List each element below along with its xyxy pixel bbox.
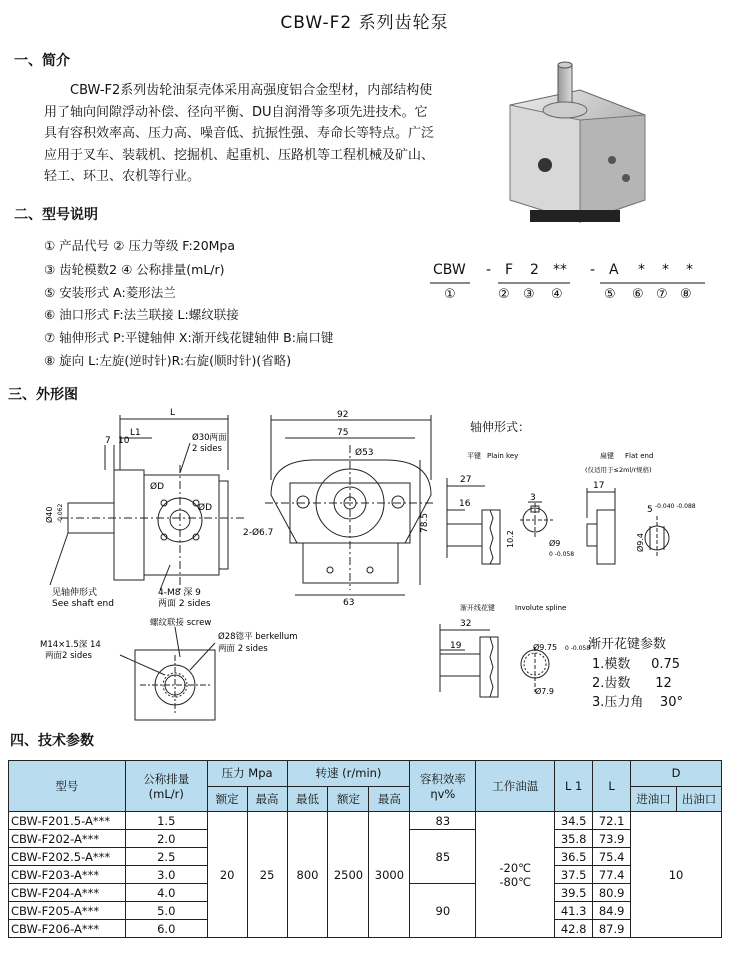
code-star: * — [638, 262, 645, 278]
dim-D2: ØD — [198, 503, 213, 513]
hdr-temp: 工作油温 — [476, 761, 555, 812]
dim-10: 10 — [118, 436, 130, 446]
dim-L: L — [170, 408, 176, 418]
spec-table — [8, 760, 722, 938]
thread-phi28: Ø28锪平 berkellum — [218, 632, 298, 642]
code-f: F — [505, 262, 514, 278]
dim-holes: 2-Ø6.7 — [243, 528, 274, 538]
dim-32: 32 — [460, 619, 472, 629]
cell-L1: 34.5 — [555, 812, 593, 830]
spline-param: 3.压力角 30° — [592, 695, 683, 710]
hdr-disp-unit: (mL/r) — [148, 787, 184, 801]
cell-model: CBW-F204-A*** — [9, 884, 126, 902]
cell-speed-max: 3000 — [369, 812, 410, 938]
thread-m14: M14×1.5深 14 — [40, 640, 101, 650]
m8-label: 4-M8 深 9 — [158, 588, 201, 598]
spline-drawing — [435, 602, 595, 712]
side-view-drawing — [40, 405, 255, 615]
model-option: ⑦ 轴伸形式 P:平键轴伸 X:渐开线花键轴伸 B:扁口键 — [44, 330, 334, 345]
intro-heading: 一、简介 — [14, 53, 70, 69]
cell-model: CBW-F203-A*** — [9, 866, 126, 884]
dim-sides: 2 sides — [192, 444, 222, 454]
cell-disp: 2.5 — [125, 848, 207, 866]
cell-disp: 4.0 — [125, 884, 207, 902]
dim-10-2: 10.2 — [506, 530, 515, 548]
dim-phi40: Ø40 — [45, 506, 54, 523]
hdr-inlet: 进油口 — [631, 786, 677, 812]
cell-model: CBW-F202.5-A*** — [9, 848, 126, 866]
dim-phi79: Ø7.9 — [535, 687, 555, 696]
hdr-L: L — [593, 761, 631, 812]
cell-pressure-max: 25 — [247, 812, 287, 938]
cell-speed-min: 800 — [287, 812, 328, 938]
shaft-cn: 见轴伸形式 — [52, 588, 98, 598]
hdr-L1: L 1 — [555, 761, 593, 812]
flat-key-drawing — [435, 448, 600, 598]
model-option: ⑤ 安装形式 A:菱形法兰 — [44, 285, 176, 300]
hdr-disp-label: 公称排量 — [143, 772, 190, 786]
hdr-eff-label: 容积效率 — [419, 772, 466, 786]
cell-temp-high: -80℃ — [499, 874, 532, 889]
dim-5-tol: -0.040 -0.088 — [655, 503, 696, 510]
spline-param: 2.齿数 12 — [592, 676, 672, 691]
hdr-outlet: 出油口 — [677, 786, 722, 812]
cell-L: 72.1 — [593, 812, 631, 830]
hdr-pressure: 压力 Mpa — [207, 761, 287, 787]
front-view-drawing — [243, 405, 445, 608]
hdr-eff-unit: ηv% — [430, 787, 456, 801]
cell-disp: 1.5 — [125, 812, 207, 830]
spline-params-title: 渐开花键参数 — [588, 637, 667, 652]
cell-L: 77.4 — [593, 866, 631, 884]
dim-phi975: Ø9.75 — [533, 643, 558, 652]
cell-L1: 35.8 — [555, 830, 593, 848]
dim-27: 27 — [460, 475, 472, 485]
dim-phi94: Ø9.4 — [636, 532, 645, 552]
code-cbw: CBW — [433, 262, 466, 278]
model-option: ① 产品代号 ② 压力等级 F:20Mpa — [44, 238, 236, 253]
thread-m14-sides: 两面2 sides — [45, 651, 92, 661]
code-num: ⑦ — [656, 287, 668, 302]
spline-cn: 渐开线花键 — [460, 604, 495, 612]
cell-disp: 2.0 — [125, 830, 207, 848]
flat-end-en: Flat end — [625, 452, 654, 460]
hdr-pressure-max: 最高 — [247, 786, 287, 812]
dim-92: 92 — [337, 410, 349, 420]
hdr-speed-min: 最低 — [287, 786, 328, 812]
code-underline — [430, 281, 710, 285]
spline-param: 1.模数 0.75 — [592, 657, 681, 672]
cell-model: CBW-F201.5-A*** — [9, 812, 126, 830]
cell-pressure-rated: 20 — [207, 812, 247, 938]
cell-L1: 42.8 — [555, 920, 593, 938]
code-2: 2 — [530, 262, 539, 278]
hdr-pressure-rated: 额定 — [207, 786, 247, 812]
flat-end-cn: 扁键 — [600, 452, 614, 460]
dim-phi975-tol: 0 -0.058 — [565, 645, 591, 652]
dim-phi53: Ø53 — [355, 448, 374, 458]
pump-photo — [500, 60, 650, 230]
cell-L1: 36.5 — [555, 848, 593, 866]
cell-eff: 83 — [410, 812, 476, 830]
dim-phi9: Ø9 — [549, 539, 561, 548]
cell-model: CBW-F206-A*** — [9, 920, 126, 938]
dim-d30: Ø30两面 — [192, 433, 227, 443]
hdr-speed-max: 最高 — [369, 786, 410, 812]
hdr-model: 型号 — [9, 761, 126, 812]
flat-key-en: Plain key — [487, 452, 519, 460]
thread-phi28-sides: 两面 2 sides — [218, 644, 268, 654]
cell-model: CBW-F202-A*** — [9, 830, 126, 848]
spline-en: Involute spline — [515, 604, 567, 612]
cell-L1: 37.5 — [555, 866, 593, 884]
cell-model: CBW-F205-A*** — [9, 902, 126, 920]
intro-text: CBW-F2系列齿轮油泵壳体采用高强度铝合金型材，内部结构使用了轴向间隙浮动补偿、径向平衡、DU自润滑等多项先进技术。它具有容积效率高、压力高、噪音低、抗振性强、寿命长等特点。广泛应用于叉车、装载机、挖掘机、起重机、压路机等工程机械及矿山、轻工、环卫、农机等行业。 — [44, 83, 435, 184]
cell-disp: 6.0 — [125, 920, 207, 938]
hdr-disp — [125, 761, 207, 812]
cell-temp-low: -20℃ — [499, 860, 532, 875]
code-disp: ** — [553, 262, 567, 278]
code-star: * — [686, 262, 693, 278]
cell-speed-rated: 2500 — [328, 812, 369, 938]
code-num: ⑤ — [604, 287, 616, 302]
cell-L: 84.9 — [593, 902, 631, 920]
shaft-en: See shaft end — [52, 599, 114, 609]
model-option: ⑧ 旋向 L:左旋(逆时针)R:右旋(顺时针)(省略) — [44, 353, 292, 368]
thread-drawing — [40, 615, 300, 725]
dim-5: 5 — [647, 505, 653, 515]
flat-end-note: (仅适用于≤2ml/r规格) — [585, 466, 652, 474]
dim-phi40-tol: -0.062 — [57, 503, 64, 523]
model-heading: 二、型号说明 — [14, 207, 98, 223]
code-num: ⑧ — [680, 287, 692, 302]
cell-temp — [476, 812, 555, 938]
cell-L: 87.9 — [593, 920, 631, 938]
cell-L: 73.9 — [593, 830, 631, 848]
cell-L: 75.4 — [593, 848, 631, 866]
code-star: * — [662, 262, 669, 278]
cell-eff: 90 — [410, 884, 476, 938]
code-dash2: - — [590, 262, 596, 278]
dim-63: 63 — [343, 598, 355, 608]
dim-D: ØD — [150, 482, 165, 492]
model-option: ③ 齿轮模数2 ④ 公称排量(mL/r) — [44, 262, 225, 277]
dim-7: 7 — [105, 436, 111, 446]
dim-19: 19 — [450, 641, 462, 651]
cell-disp: 3.0 — [125, 866, 207, 884]
thread-title: 螺纹联接 screw — [150, 618, 212, 628]
outline-heading: 三、外形图 — [8, 387, 78, 403]
dim-75: 75 — [337, 428, 349, 438]
hdr-eff — [410, 761, 476, 812]
code-num: ④ — [551, 287, 563, 302]
dim-78-5: 78.5 — [420, 512, 430, 533]
shaft-title: 轴伸形式： — [470, 420, 531, 434]
code-num: ⑥ — [632, 287, 644, 302]
cell-L1: 39.5 — [555, 884, 593, 902]
hdr-D: D — [631, 761, 722, 787]
dim-17: 17 — [593, 481, 605, 491]
m8-sides: 两面 2 sides — [158, 599, 211, 609]
cell-disp: 5.0 — [125, 902, 207, 920]
cell-L: 80.9 — [593, 884, 631, 902]
hdr-speed: 转速 (r/min) — [287, 761, 410, 787]
cell-L1: 41.3 — [555, 902, 593, 920]
dim-phi9-tol: 0 -0.058 — [549, 551, 575, 558]
code-num: ① — [444, 287, 456, 302]
code-num: ② — [498, 287, 510, 302]
dim-L1: L1 — [130, 428, 141, 438]
hdr-speed-rated: 额定 — [328, 786, 369, 812]
code-dash: - — [486, 262, 492, 278]
dim-16: 16 — [459, 499, 471, 509]
code-a: A — [609, 262, 619, 278]
model-option: ⑥ 油口形式 F:法兰联接 L:螺纹联接 — [44, 307, 239, 322]
page-title: CBW-F2 系列齿轮泵 — [280, 13, 449, 33]
flat-key-cn: 平键 — [467, 452, 481, 460]
cell-D: 10 — [631, 812, 722, 938]
flat-end-drawing — [585, 448, 725, 598]
dim-3: 3 — [530, 493, 536, 503]
code-num: ③ — [523, 287, 535, 302]
cell-eff: 85 — [410, 830, 476, 884]
tech-heading: 四、技术参数 — [10, 733, 94, 749]
